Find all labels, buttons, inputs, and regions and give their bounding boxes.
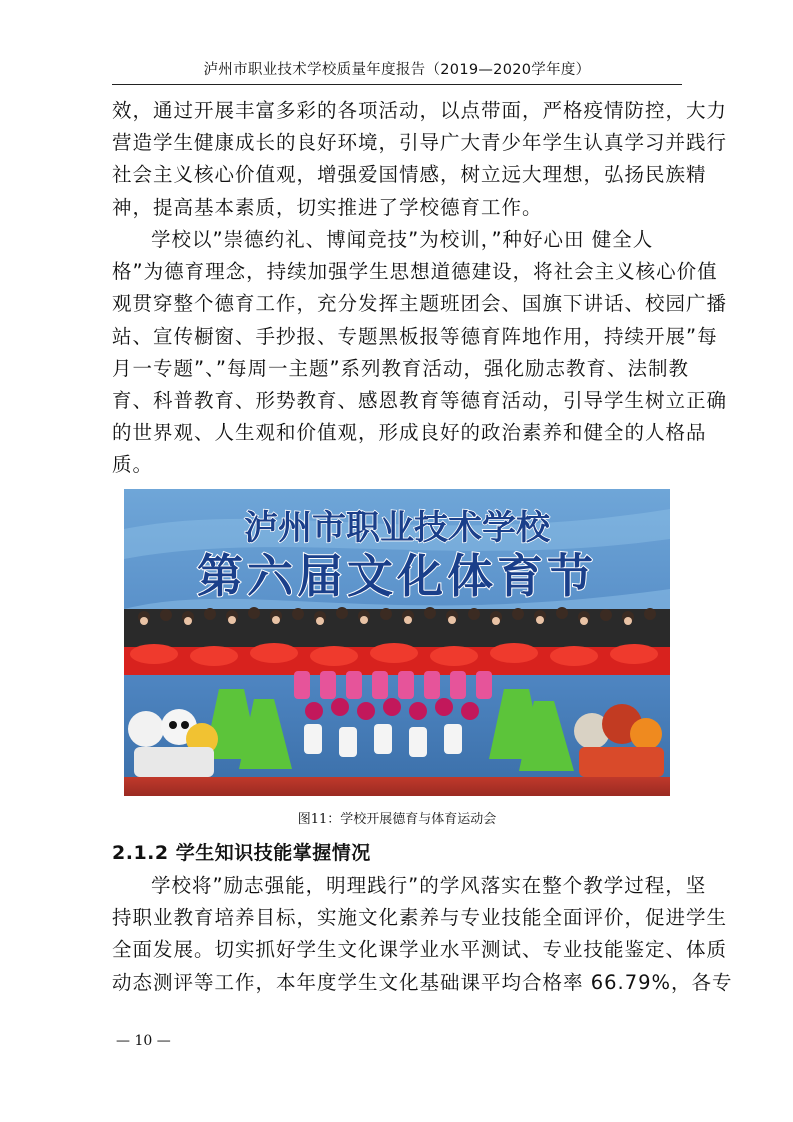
- text-line: 全面发展。切实抓好学生文化课学业水平测试、专业技能鉴定、体质: [112, 938, 728, 962]
- page-number: — 10 —: [116, 1033, 171, 1049]
- text-line: 动态测评等工作，本年度学生文化基础课平均合格率 66.79%，各专: [112, 970, 733, 994]
- text-line: 社会主义核心价值观，增强爱国情感，树立远大理想，弘扬民族精: [112, 163, 707, 187]
- text-line: 观贯穿整个德育工作，充分发挥主题班团会、国旗下讲话、校园广播: [112, 292, 728, 316]
- figure-caption: 图11：学校开展德育与体育运动会: [297, 812, 497, 827]
- text-line: 学校将”励志强能，明理践行”的学风落实在整个教学过程，坚: [151, 874, 707, 897]
- text-line: 育、科普教育、形势教育、感恩教育等德育活动，引导学生树立正确: [112, 389, 728, 413]
- text-line: 持职业教育培养目标，实施文化素养与专业技能全面评价，促进学生: [112, 906, 728, 930]
- ground: [124, 777, 670, 796]
- text-line: 神，提高基本素质，切实推进了学校德育工作。: [112, 195, 543, 219]
- running-header: 泸州市职业技术学校质量年度报告（2019—2020学年度）: [203, 62, 591, 78]
- red-fans: [130, 643, 658, 666]
- text-line: 营造学生健康成长的良好环境，引导广大青少年学生认真学习并践行: [112, 131, 728, 155]
- text-line: 质。: [112, 453, 154, 477]
- text-line: 站、宣传橱窗、手抄报、专题黑板报等德育阵地作用，持续开展”每: [112, 324, 718, 348]
- text-line: 效，通过开展丰富多彩的各项活动，以点带面，严格疫情防控，大力: [112, 99, 728, 122]
- paragraph-3: [112, 870, 733, 999]
- text-line: 格”为德育理念，持续加强学生思想道德建设，将社会主义核心价值: [112, 260, 718, 284]
- banner-title-line2: 第六届文化体育节: [197, 549, 597, 603]
- text-line: 学校以”崇德约礼、博闻竞技”为校训，”种好心田 健全人: [151, 228, 654, 251]
- text-line: 的世界观、人生观和价值观，形成良好的政治素养和健全的人格品: [112, 421, 707, 445]
- banner-title-line1: 泸州市职业技术学校: [244, 508, 550, 548]
- festival-photo: [124, 489, 670, 796]
- text-line: 月一专题”、”每周一主题”系列教育活动，强化励志教育、法制教: [112, 356, 690, 380]
- header-divider: [112, 84, 682, 85]
- paragraph-1: [112, 95, 728, 224]
- paragraph-2: [112, 224, 728, 482]
- section-heading: 2.1.2 学生知识技能掌握情况: [112, 842, 371, 864]
